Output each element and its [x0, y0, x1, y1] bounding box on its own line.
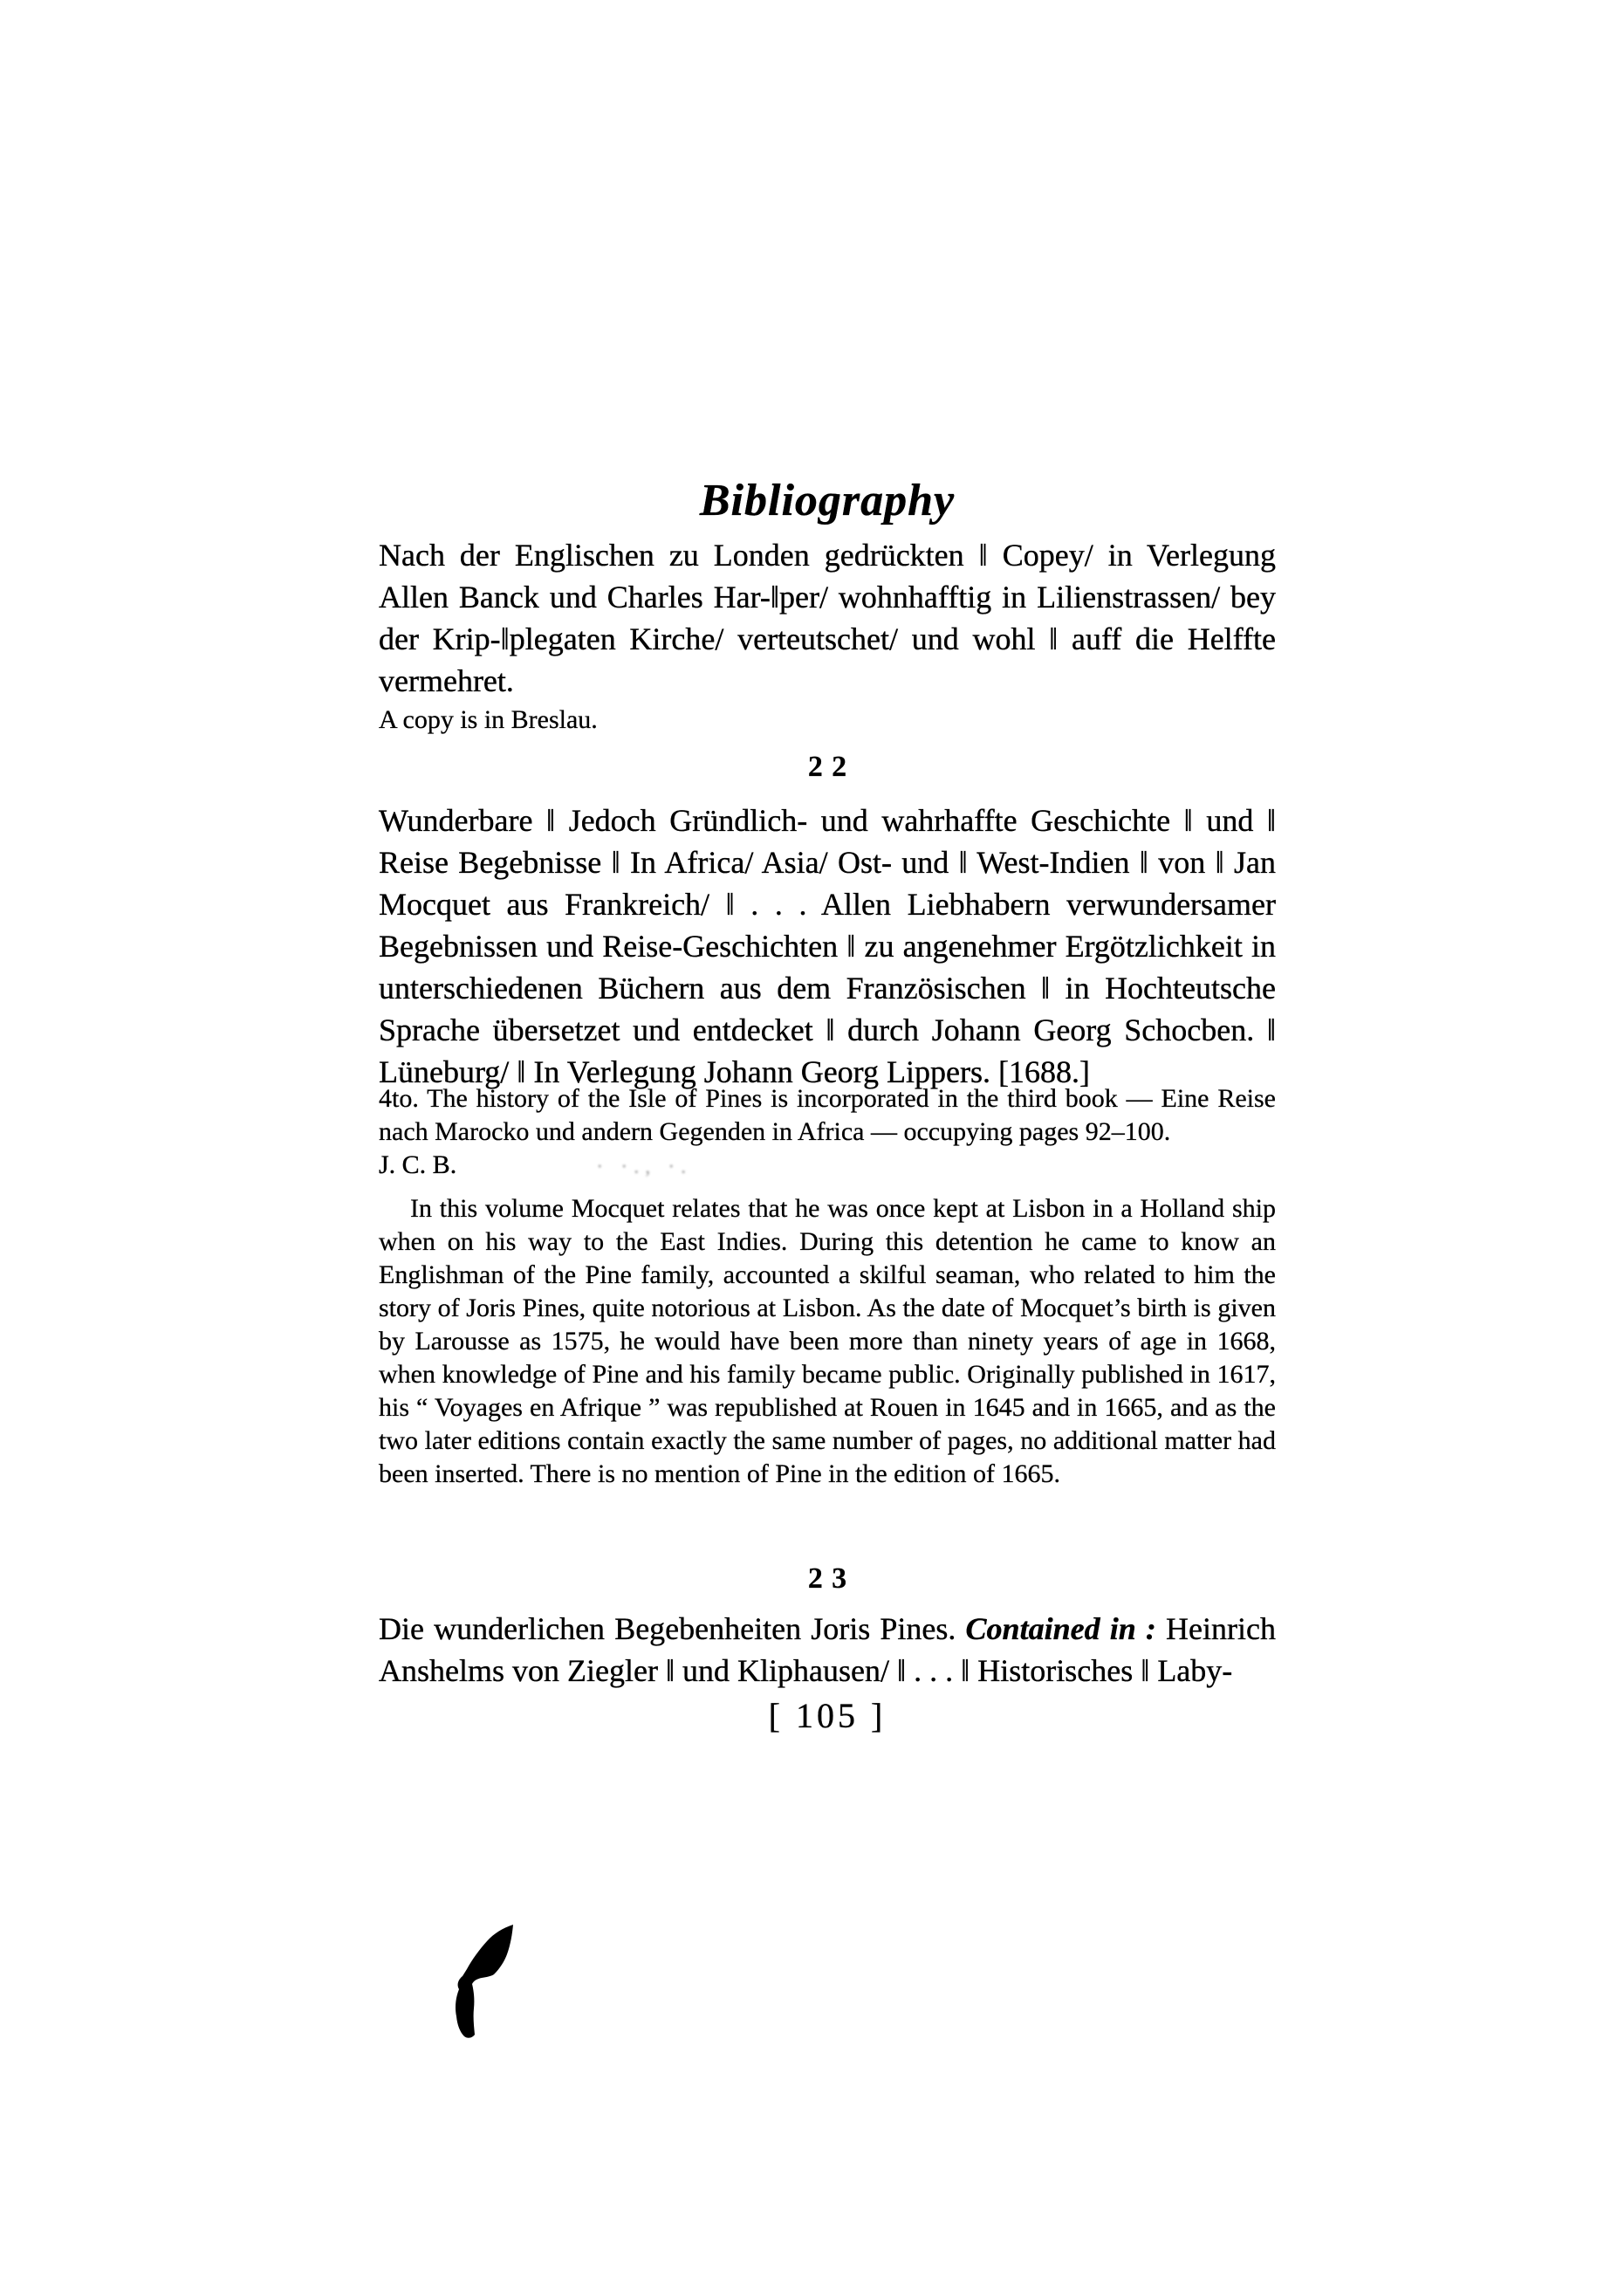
entry-21-continuation-text: Nach der Englischen zu Londen gedrückten ‖ Copey/ in Verlegung Allen Banck und Charles Har-‖per/ wohnhafftig in Lilienstrassen/ bey der Krip-‖plegaten Kirche/ verteutschet/ und wohl ‖ auff die Helffte vermehret.: [379, 538, 1276, 698]
entry-22-collation-note: 4to. The history of the Isle of Pines is incorporated in the third book — Eine Reise nach Marocko und andern Gegenden in Africa — occupying pages 92–100.: [379, 1084, 1276, 1146]
entry-21-note: A copy is in Breslau.: [379, 705, 598, 734]
entry-22-citation: Wunderbare ‖ Jedoch Gründlich- und wahrhaffte Geschichte ‖ und ‖ Reise Begebnisse ‖ In Africa/ Asia/ Ost- und ‖ West-Indien ‖ von ‖ Jan Mocquet aus Frankreich/ ‖ . . . Allen Liebhabern verwundersamer Begebnissen und Reise-Geschichten ‖ zu angenehmer Ergötzlichkeit in unterschiedenen Büchern aus dem Französischen ‖ in Hochteutsche Sprache übersetzet und entdecket ‖ durch Johann Georg Schocben. ‖ Lüneburg/ ‖ In Verlegung Johann Georg Lippers. [1688.]: [379, 803, 1276, 1089]
page-title: Bibliography: [699, 476, 956, 525]
entry-23-number: 23: [807, 1562, 856, 1595]
entry-22-attribution-line: [379, 1149, 1276, 1184]
ink-blot-mark: [454, 1922, 517, 2039]
print-smudge: · ·., ·.: [596, 1156, 693, 1178]
entry-23-citation-start: Die wunderlichen Begebenheiten Joris Pines.: [379, 1611, 966, 1646]
entry-22-attribution: J. C. B.: [379, 1150, 457, 1179]
entry-23-citation-end: Heinrich Anshelms von Ziegler ‖ und Kliphausen/ ‖ . . . ‖ Historisches ‖ Laby-: [379, 1611, 1276, 1688]
entry-22-commentary: In this volume Mocquet relates that he was once kept at Lisbon in a Holland ship when on his way to the East Indies. During this detention he came to know an Englishman of the Pine family, accounted a skilful seaman, who related to him the story of Joris Pines, quite notorious at Lisbon. As the date of Mocquet’s birth is given by Larousse as 1575, he would have been more than ninety years of age in 1668, when knowledge of Pine and his family became public. Originally published in 1617, his “ Voyages en Afrique ” was republished at Rouen in 1645 and in 1665, and as the two later editions contain exactly the same number of pages, no additional matter had been inserted. There is no mention of Pine in the edition of 1665.: [379, 1194, 1276, 1488]
entry-23-citation: [379, 1608, 1276, 1692]
page-number-footer: [ 105 ]: [768, 1696, 887, 1735]
entry-23-contained-in-label: Contained in :: [965, 1611, 1156, 1646]
entry-22-number: 22: [807, 751, 856, 783]
